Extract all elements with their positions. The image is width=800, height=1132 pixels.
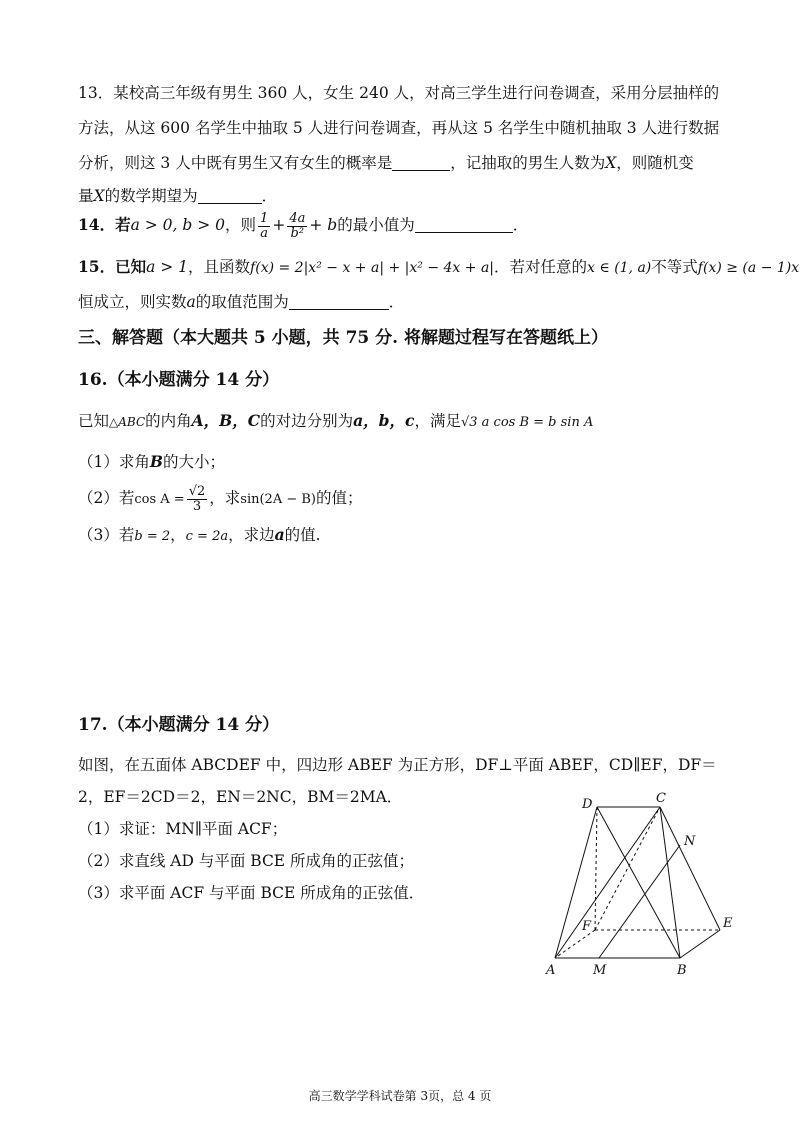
q15-condition: a > 1 xyxy=(146,258,189,276)
q16-p2-den: 3 xyxy=(192,498,202,514)
label-f: F xyxy=(582,919,592,934)
q14-fraction-2 xyxy=(287,212,307,241)
q13-line3-text-b: ，记抽取的男生人数为 xyxy=(450,154,606,172)
q13-period: ． xyxy=(261,187,278,205)
q16-stem xyxy=(78,410,740,434)
q15-prefix: 15．已知 xyxy=(78,257,147,276)
pentahedron-diagram xyxy=(540,790,740,980)
q15-function: f(x) = 2|x² − x + a| + |x² − 4x + a| xyxy=(250,260,495,276)
q14-f1-num: 1 xyxy=(260,210,269,226)
q14-line xyxy=(78,210,740,241)
q15-mid2: ．若对任意的 xyxy=(494,258,588,276)
q16-p2-num: √2 xyxy=(188,483,206,499)
q16-triangle: △ABC xyxy=(109,415,146,429)
q16-p2-fraction xyxy=(187,485,208,514)
edge-db xyxy=(597,807,680,958)
q17-stem1: 如图，在五面体 ABCDEF 中，四边形 ABEF 为正方形，DF⊥平面 ABEF，CD∥EF，DF＝ xyxy=(78,756,717,774)
q14-prefix: 14．若 xyxy=(78,215,131,234)
q16-stem-c: 的对边分别为 xyxy=(260,412,354,430)
q14-period: ． xyxy=(512,216,529,234)
diagram-hidden-edges xyxy=(555,807,720,958)
q15-ineq-text: 不等式 xyxy=(651,258,698,276)
q13-answer-blank-1 xyxy=(392,154,450,171)
q16-p3-c: 的值. xyxy=(284,526,321,544)
q16-p2-c: 的值； xyxy=(316,489,363,507)
q16-part2 xyxy=(78,482,740,516)
label-a: A xyxy=(546,963,556,978)
q13-line4-text-b: 的数学期望为 xyxy=(104,187,198,205)
q15-answer-blank xyxy=(289,293,389,310)
q16-p1-var: B xyxy=(149,452,163,471)
label-b: B xyxy=(677,963,687,978)
q14-tail: + b xyxy=(309,216,338,234)
q16-p2-expr: sin(2A − B) xyxy=(240,492,316,507)
q16-p3-cond-c: c = 2a xyxy=(185,529,229,544)
q16-stem-a: 已知 xyxy=(78,412,110,430)
q14-f2-num: 4a xyxy=(289,210,306,226)
q14-fraction-1 xyxy=(258,212,270,241)
q16-part1 xyxy=(78,451,740,473)
q16-p2-b: ，求 xyxy=(209,489,241,507)
q16-p1-a: （1）求角 xyxy=(78,453,150,471)
q16-part3 xyxy=(78,524,740,548)
page-footer: 高三数学学科试卷第 3页，总 4 页 xyxy=(308,1089,492,1103)
label-c: C xyxy=(656,791,666,806)
label-d: D xyxy=(582,797,593,812)
q13-line3-text-c: ，则随机变 xyxy=(616,154,694,172)
q16-p3-sep: ， xyxy=(170,526,186,544)
q14-condition: a > 0, b > 0 xyxy=(130,216,226,234)
edge-cb xyxy=(660,807,680,958)
q16-stem-vars2: a，b，c xyxy=(353,411,415,430)
label-e: E xyxy=(723,916,733,931)
diagram-edges xyxy=(555,807,720,958)
q17-title: 17.（本小题满分 14 分） xyxy=(78,715,280,735)
q16-stem-vars1: A，B，C xyxy=(191,411,261,430)
segment-mn xyxy=(599,845,680,958)
q16-p3-var: a xyxy=(274,525,285,544)
edge-da xyxy=(555,807,597,958)
q13-var-x: X xyxy=(605,154,617,172)
edge-fc-hidden xyxy=(595,807,660,930)
q14-f1-den: a xyxy=(260,225,269,241)
section-3-title: 三、解答题（本大题共 5 小题，共 75 分. 将解题过程写在答题纸上） xyxy=(78,328,608,348)
q16-p2-a: （2）若 xyxy=(78,489,135,507)
q15-line2-text-b: 的取值范围为 xyxy=(195,293,289,311)
q16-stem-equation: √3 a cos B = b sin A xyxy=(460,415,594,430)
q17-part3: （3）求平面 ACF 与平面 BCE 所成角的正弦值． xyxy=(78,884,425,902)
q14-answer-blank xyxy=(415,216,513,233)
q16-stem-b: 的内角 xyxy=(145,412,192,430)
edge-ce xyxy=(660,807,720,930)
q13-line4 xyxy=(78,185,740,207)
q16-p3-cond-b: b = 2 xyxy=(134,529,171,544)
q16-stem-d: ，满足 xyxy=(414,412,461,430)
q15-inequality: f(x) ≥ (a − 1)x xyxy=(697,260,800,276)
q13-line3-text-a: 分析，则这 3 人中既有男生又有女生的概率是 xyxy=(78,154,393,172)
edge-be xyxy=(680,930,720,958)
q16-p2-cos: cos A = xyxy=(134,492,185,507)
q14-plus: + xyxy=(272,216,286,234)
q16-p3-a: （3）若 xyxy=(78,526,135,544)
edge-ca xyxy=(555,807,660,958)
q17-part1: （1）求证：MN∥平面 ACF； xyxy=(78,820,288,838)
label-n: N xyxy=(684,834,696,849)
q15-line2-text-a: 恒成立，则实数 xyxy=(78,293,187,311)
q15-period: ． xyxy=(388,293,405,311)
label-m: M xyxy=(593,963,607,978)
q13-line1: 13．某校高三年级有男生 360 人，女生 240 人，对高三学生进行问卷调查，采用分层抽样的 xyxy=(78,84,720,102)
q16-p1-b: 的大小； xyxy=(162,453,225,471)
q15-var-a: a xyxy=(186,293,196,311)
q14-f2-den: b² xyxy=(290,225,305,241)
q14-then: ，则 xyxy=(225,216,257,234)
q15-line1 xyxy=(78,256,800,279)
q15-mid: ，且函数 xyxy=(188,258,251,276)
q13-answer-blank-2 xyxy=(198,187,262,204)
edge-fa-hidden xyxy=(555,930,595,958)
edge-df-hidden xyxy=(595,807,597,930)
q14-text: 的最小值为 xyxy=(337,216,415,234)
q13-line2: 方法，从这 600 名学生中抽取 5 人进行问卷调查，再从这 5 名学生中随机抽取 3 人进行数据 xyxy=(78,119,720,137)
q16-p3-b: ，求边 xyxy=(228,526,275,544)
q17-stem2: 2，EF＝2CD＝2，EN＝2NC，BM＝2MA． xyxy=(78,788,403,806)
q16-title: 16.（本小题满分 14 分） xyxy=(78,370,280,390)
q13-line3 xyxy=(78,152,740,174)
q17-part2: （2）求直线 AD 与平面 BCE 所成角的正弦值； xyxy=(78,852,415,870)
q15-line2 xyxy=(78,291,740,313)
q15-domain: x ∈ (1, a) xyxy=(587,260,652,276)
q13-var-x-2: X xyxy=(93,187,105,205)
q13-line4-text-a: 量 xyxy=(78,187,94,205)
